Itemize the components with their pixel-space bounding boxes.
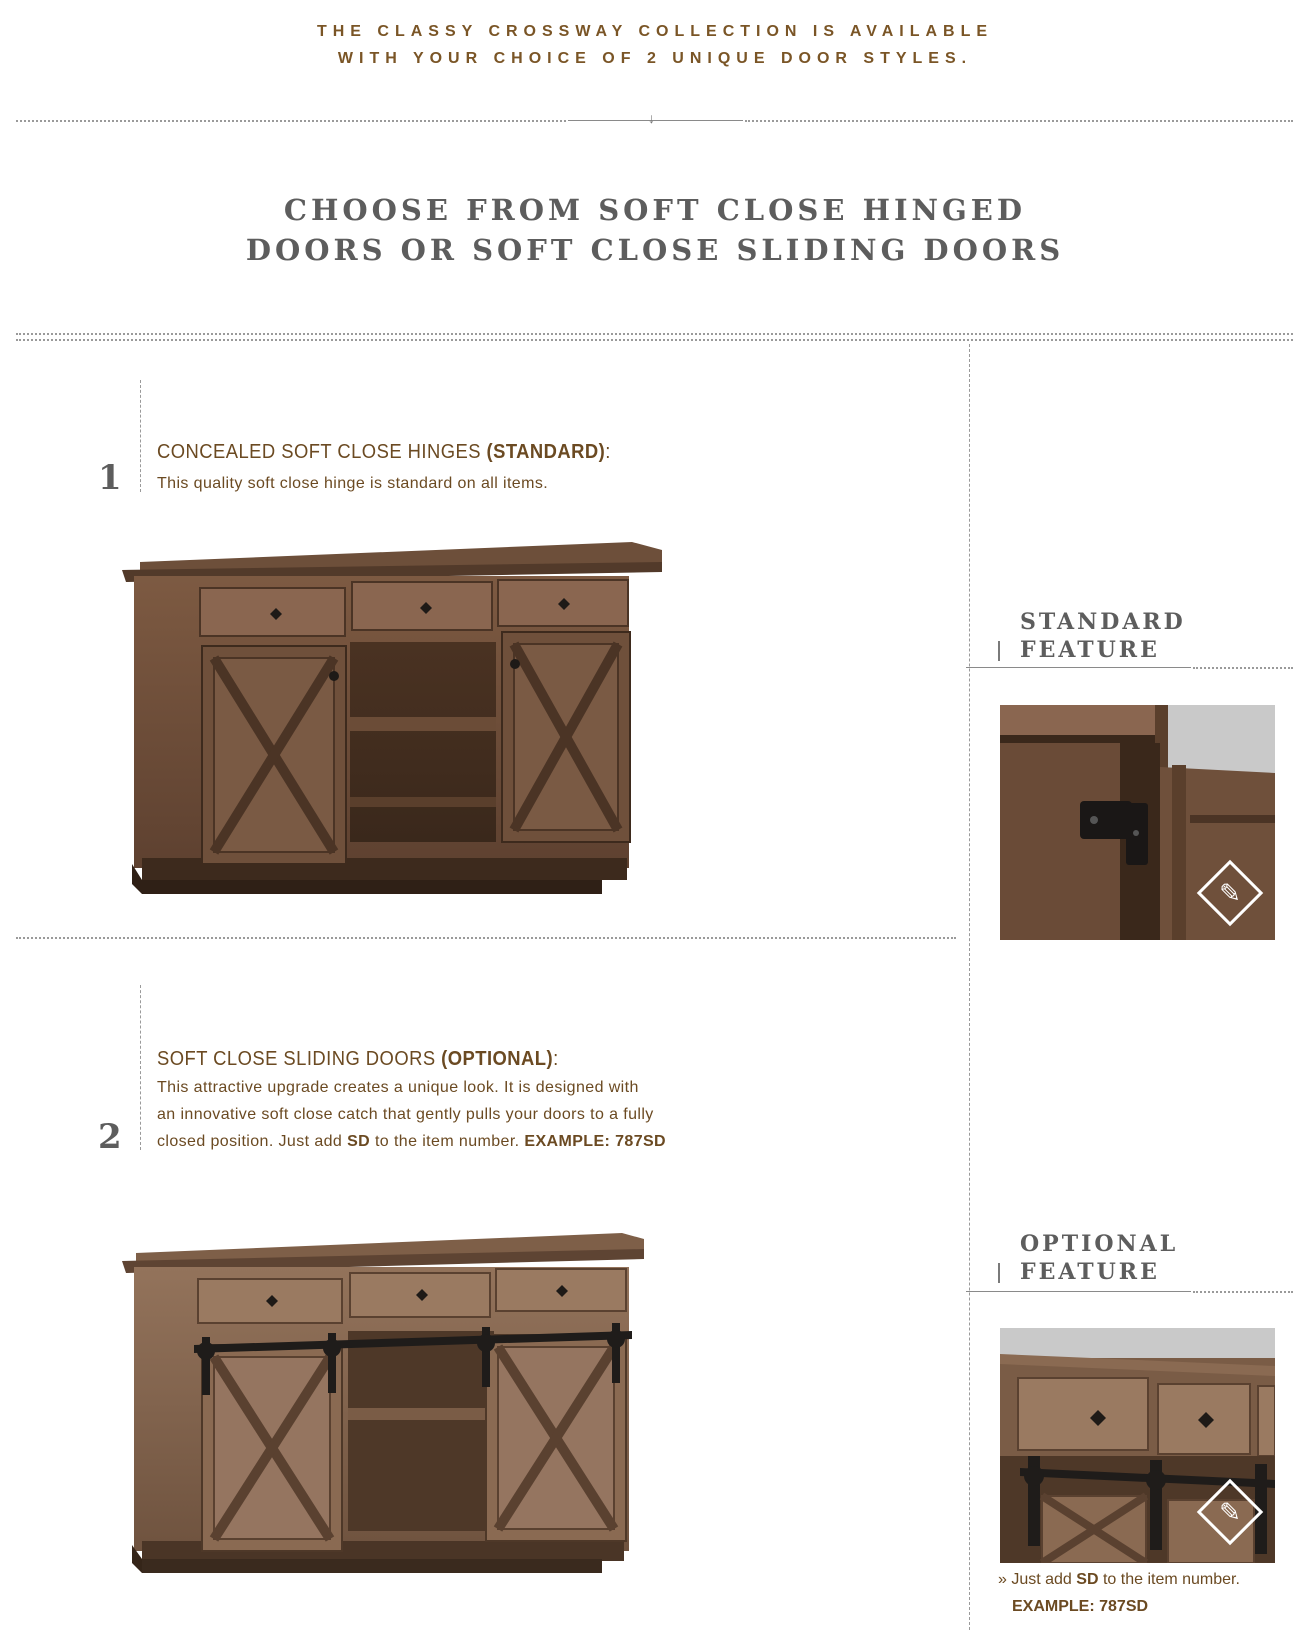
option-2-rule — [140, 985, 141, 1150]
standard-feature-line-1: STANDARD — [1020, 609, 1186, 635]
options-divider — [16, 937, 956, 939]
note-line-1 — [998, 1566, 1240, 1593]
standard-feature-dotline — [1193, 667, 1293, 669]
divider-center — [568, 120, 743, 121]
option-2-desc-line-1: This attractive upgrade creates a unique look. It is designed with — [157, 1079, 639, 1096]
column-divider — [969, 344, 970, 1630]
option-2-number: 2 — [98, 1117, 122, 1157]
sliding-door-closeup-image — [1000, 1328, 1275, 1563]
option-2-title-bold: (OPTIONAL) — [441, 1048, 554, 1070]
option-1-title-colon: : — [605, 441, 611, 463]
divider-left — [16, 120, 566, 122]
option-1-title-main: CONCEALED SOFT CLOSE HINGES — [157, 441, 487, 463]
intro-line-2: WITH YOUR CHOICE OF 2 UNIQUE DOOR STYLES. — [337, 50, 973, 67]
option-1-description: This quality soft close hinge is standard on all items. — [157, 475, 549, 492]
standard-feature-bar — [998, 641, 1000, 661]
optional-feature-bar — [998, 1263, 1000, 1283]
option-2-desc-code: SD — [347, 1133, 371, 1150]
hinged-cabinet-image — [122, 542, 667, 897]
standard-feature-line-2: FEATURE — [1020, 637, 1160, 663]
note-suffix: to the item number. — [1098, 1571, 1240, 1588]
optional-feature-line-1: OPTIONAL — [1020, 1231, 1179, 1257]
option-1-rule — [140, 380, 141, 492]
feather-badge-icon: ✎ — [1219, 879, 1241, 909]
option-2-desc-mid: to the item number. — [370, 1133, 525, 1150]
optional-feature-note — [998, 1566, 1240, 1620]
option-2-desc-line-3 — [157, 1128, 666, 1155]
down-arrow-icon: ↓ — [648, 110, 655, 126]
option-2-title-colon: : — [553, 1048, 559, 1070]
option-2-title-main: SOFT CLOSE SLIDING DOORS — [157, 1048, 442, 1070]
option-2-desc-line-2: an innovative soft close catch that gently pulls your doors to a fully — [157, 1106, 654, 1123]
section-divider-top — [16, 333, 1293, 335]
option-1-number: 1 — [98, 458, 122, 498]
option-2-title — [157, 1048, 559, 1071]
intro-text — [0, 18, 1310, 72]
intro-line-1: THE CLASSY CROSSWAY COLLECTION IS AVAILABLE — [316, 23, 994, 40]
note-line-2 — [998, 1593, 1240, 1620]
hinge-closeup-image — [1000, 705, 1275, 940]
option-1-title — [157, 441, 611, 464]
optional-feature-label — [1020, 1230, 1178, 1286]
sliding-cabinet-image — [122, 1233, 657, 1578]
heading-line-1: CHOOSE FROM SOFT CLOSE HINGED — [283, 193, 1027, 227]
option-1-title-bold: (STANDARD) — [486, 441, 606, 463]
standard-feature-underline — [966, 667, 1191, 668]
note-example: EXAMPLE: 787SD — [1012, 1598, 1149, 1615]
optional-feature-underline — [966, 1291, 1191, 1292]
feather-badge-icon: ✎ — [1219, 1498, 1241, 1528]
heading-line-2: DOORS OR SOFT CLOSE SLIDING DOORS — [245, 233, 1065, 267]
option-2-description — [157, 1074, 666, 1155]
note-code: SD — [1076, 1571, 1099, 1588]
page-heading — [0, 190, 1310, 270]
option-2-desc-pre: closed position. Just add — [157, 1133, 348, 1150]
standard-feature-label — [1020, 608, 1186, 664]
divider-right — [745, 120, 1293, 122]
optional-feature-line-2: FEATURE — [1020, 1259, 1160, 1285]
note-prefix: » Just add — [998, 1571, 1077, 1588]
optional-feature-dotline — [1193, 1291, 1293, 1293]
section-divider-bottom — [16, 339, 1293, 341]
option-2-desc-example: EXAMPLE: 787SD — [524, 1133, 667, 1150]
